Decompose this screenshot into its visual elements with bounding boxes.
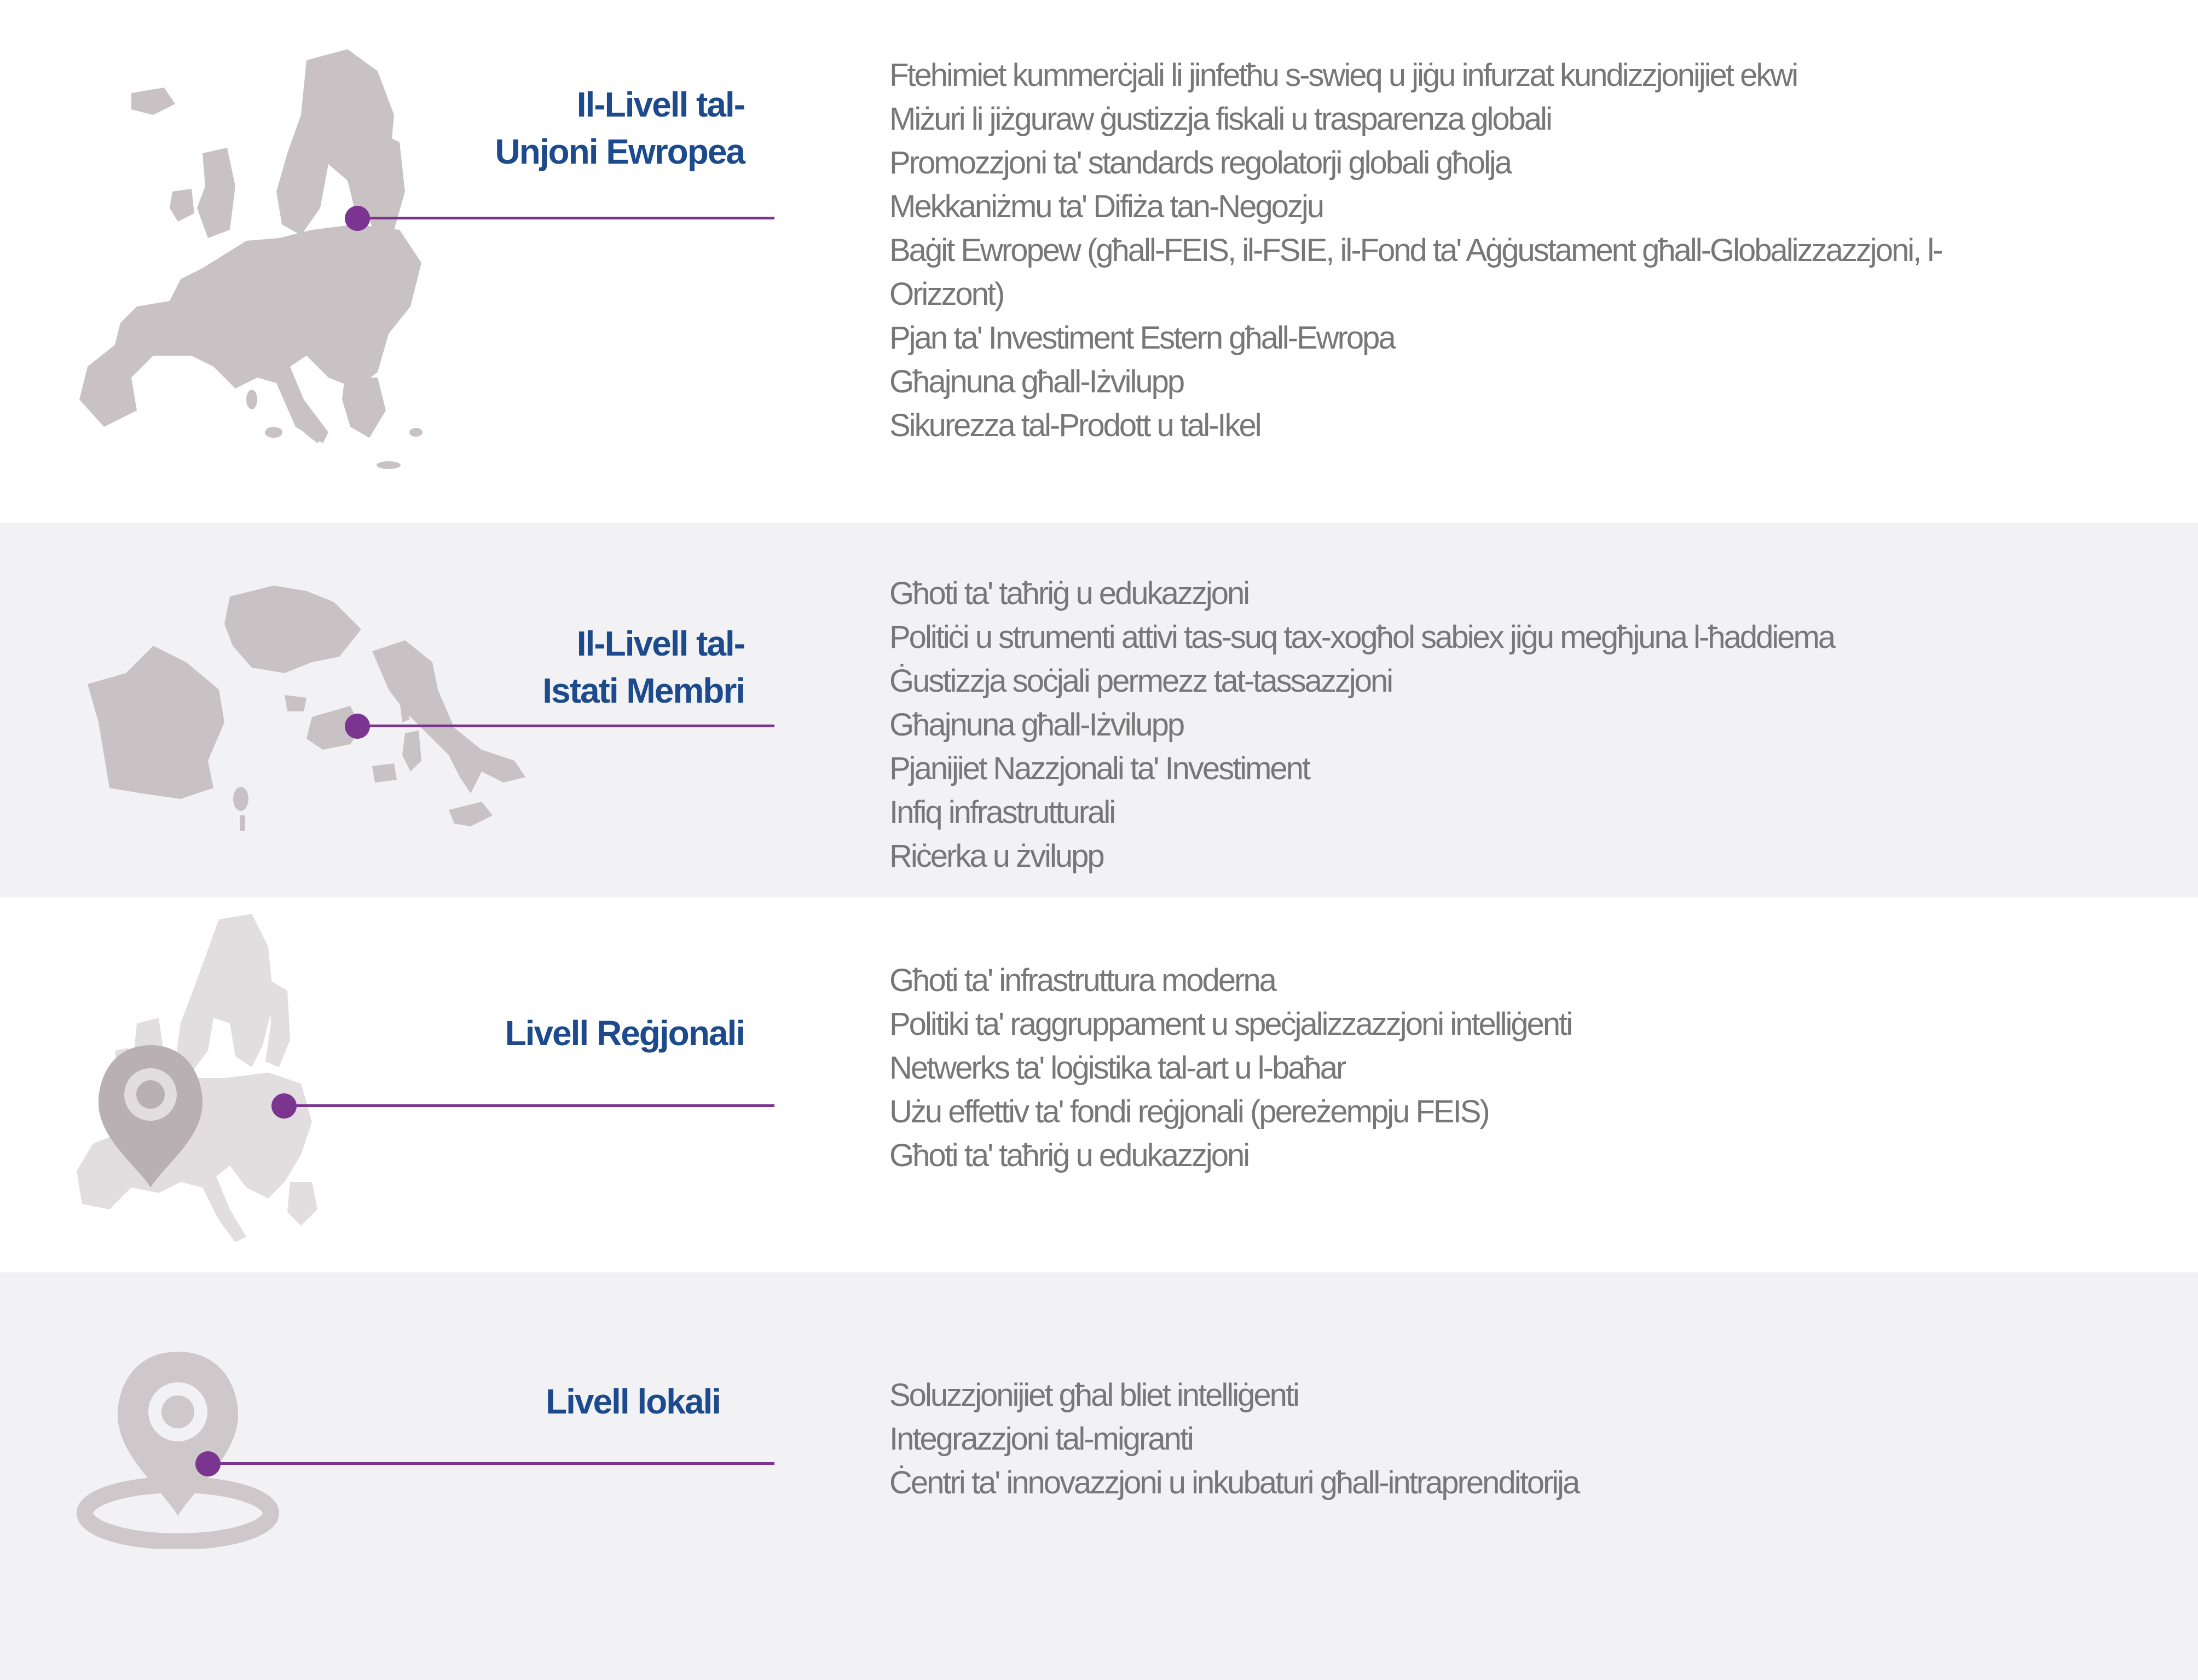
level-title-regional-line1: Livell Reġjonali: [505, 1013, 744, 1053]
europe-map-icon: [71, 49, 432, 487]
list-item: Ġustizzja soċjali permezz tat-tassazzjoni: [889, 663, 1392, 699]
connector-dot-local: [195, 1451, 221, 1476]
member-states-map-icon: [77, 580, 542, 832]
item-list-member-states: [889, 572, 2028, 878]
level-title-local-line1: Livell lokali: [545, 1382, 720, 1421]
connector-line-regional: [285, 1104, 774, 1107]
level-title-member-states-line1: Il-Livell tal-: [576, 624, 744, 663]
level-title-eu-line2: Unjoni Ewropea: [495, 132, 744, 171]
list-item: Għoti ta' taħriġ u edukazzjoni: [889, 1138, 1249, 1173]
list-item: Għajnuna għall-Iżvilupp: [889, 707, 1184, 743]
list-item: Infiq infrastrutturali: [889, 795, 1115, 830]
item-list-local: [889, 1374, 2028, 1505]
level-title-eu-line1: Il-Livell tal-: [576, 85, 744, 124]
connector-line-local: [219, 1462, 774, 1465]
list-item: Għoti ta' infrastruttura moderna: [889, 963, 1275, 998]
level-title-eu: [495, 81, 744, 175]
list-item: Użu effettiv ta' fondi reġjonali (pereżempju FEIS): [889, 1094, 1489, 1129]
list-item: Għoti ta' taħriġ u edukazzjoni: [889, 576, 1249, 611]
list-item: Miżuri li jiżguraw ġustizzja fiskali u trasparenza globali: [889, 101, 1551, 137]
list-item: Mekkaniżmu ta' Difiża tan-Negozju: [889, 189, 1323, 224]
regional-map-pin-icon: [71, 914, 356, 1253]
list-item: Sikurezza tal-Prodott u tal-Ikel: [889, 408, 1260, 443]
list-item: Netwerks ta' loġistika tal-art u l-baħar: [889, 1050, 1345, 1086]
level-title-member-states: [542, 620, 744, 714]
list-item: Għajnuna għall-Iżvilupp: [889, 364, 1184, 399]
list-item: Riċerka u żvilupp: [889, 838, 1103, 874]
connector-dot-eu: [345, 206, 370, 231]
list-item: Soluzzjonijiet għal bliet intelliġenti: [889, 1377, 1298, 1413]
item-list-eu: [889, 54, 2028, 448]
list-item: Politiki ta' raggruppament u speċjalizzazzjoni intelliġenti: [889, 1006, 1572, 1042]
list-item: Pjan ta' Investiment Estern għall-Ewropa: [889, 320, 1395, 356]
connector-line-eu: [358, 217, 774, 219]
list-item: Pjanijiet Nazzjonali ta' Investiment: [889, 751, 1310, 786]
item-list-regional: [889, 959, 2028, 1178]
list-item: Baġit Ewropew (għall-FEIS, il-FSIE, il-Fond ta' Aġġustament għall-Globalizzazzjoni, l-Orizzont): [889, 233, 1942, 312]
level-title-local: [546, 1378, 720, 1425]
local-location-pin-icon: [74, 1346, 282, 1549]
list-item: Integrazzjoni tal-migranti: [889, 1421, 1193, 1457]
level-title-member-states-line2: Istati Membri: [542, 671, 744, 710]
level-title-regional: [505, 1010, 744, 1057]
list-item: Ftehimiet kummerċjali li jinfetħu s-swieq u jiġu infurzat kundizzjonijiet ekwi: [889, 57, 1797, 93]
connector-line-member-states: [358, 725, 774, 727]
list-item: Promozzjoni ta' standards regolatorji globali għolja: [889, 145, 1511, 181]
list-item: Politiċi u strumenti attivi tas-suq tax-xogħol sabiex jiġu megħjuna l-ħaddiema: [889, 619, 1835, 655]
connector-dot-regional: [271, 1093, 297, 1119]
list-item: Ċentri ta' innovazzjoni u inkubaturi għall-intraprenditorija: [889, 1465, 1579, 1501]
connector-dot-member-states: [345, 714, 370, 739]
